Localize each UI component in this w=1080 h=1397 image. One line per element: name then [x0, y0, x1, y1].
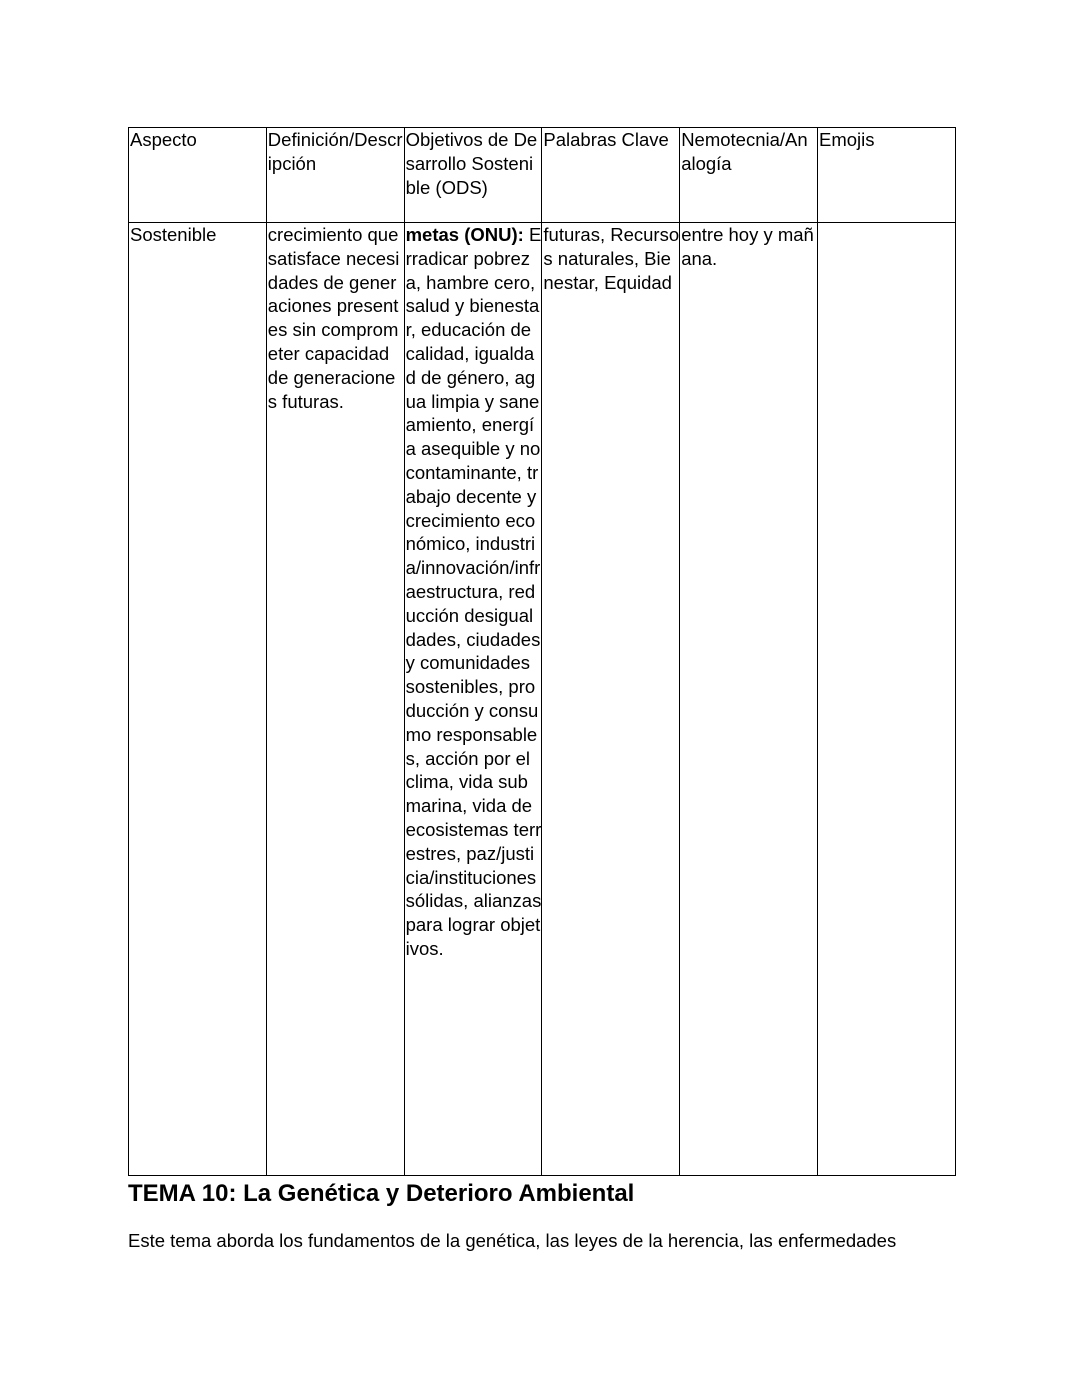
header-emojis: Emojis: [817, 128, 955, 223]
cell-definicion: crecimiento que satisface necesidades de generaciones presentes sin comprometer capacidad de generaciones futuras.: [266, 223, 404, 1176]
table-row: [129, 223, 956, 1176]
section-intro: Este tema aborda los fundamentos de la genética, las leyes de la herencia, las enfermedades: [128, 1230, 897, 1251]
cell-aspecto: Sostenible: [129, 223, 267, 1176]
ods-text: Erradicar pobreza, hambre cero, salud y bienestar, educación de calidad, igualdad de género, agua limpia y saneamiento, energía asequible y no contaminante, trabajo decente y crecimiento económico, industria/innovación/infraestructura, reducción desigualdades, ciudades y comunidades sostenibles, producción y consumo responsables, acción por el clima, vida submarina, vida de ecosistemas terrestres, paz/justicia/instituciones sólidas, alianzas para lograr objetivos.: [405, 224, 542, 959]
cell-nemotecnia: entre hoy y mañana.: [680, 223, 818, 1176]
ods-label: metas (ONU):: [405, 224, 524, 245]
header-ods: Objetivos de Desarrollo Sostenible (ODS): [404, 128, 542, 223]
header-palabras-clave: Palabras Clave: [542, 128, 680, 223]
section-title: TEMA 10: La Genética y Deterioro Ambiental: [128, 1180, 635, 1207]
study-table: [128, 127, 956, 1176]
cell-palabras-clave: futuras, Recursos naturales, Bienestar, Equidad: [542, 223, 680, 1176]
header-definicion: Definición/Descripción: [266, 128, 404, 223]
header-aspecto: Aspecto: [129, 128, 267, 223]
table-header-row: [129, 128, 956, 223]
cell-emojis: [817, 223, 955, 1176]
cell-ods: [404, 223, 542, 1176]
header-nemotecnia: Nemotecnia/Analogía: [680, 128, 818, 223]
